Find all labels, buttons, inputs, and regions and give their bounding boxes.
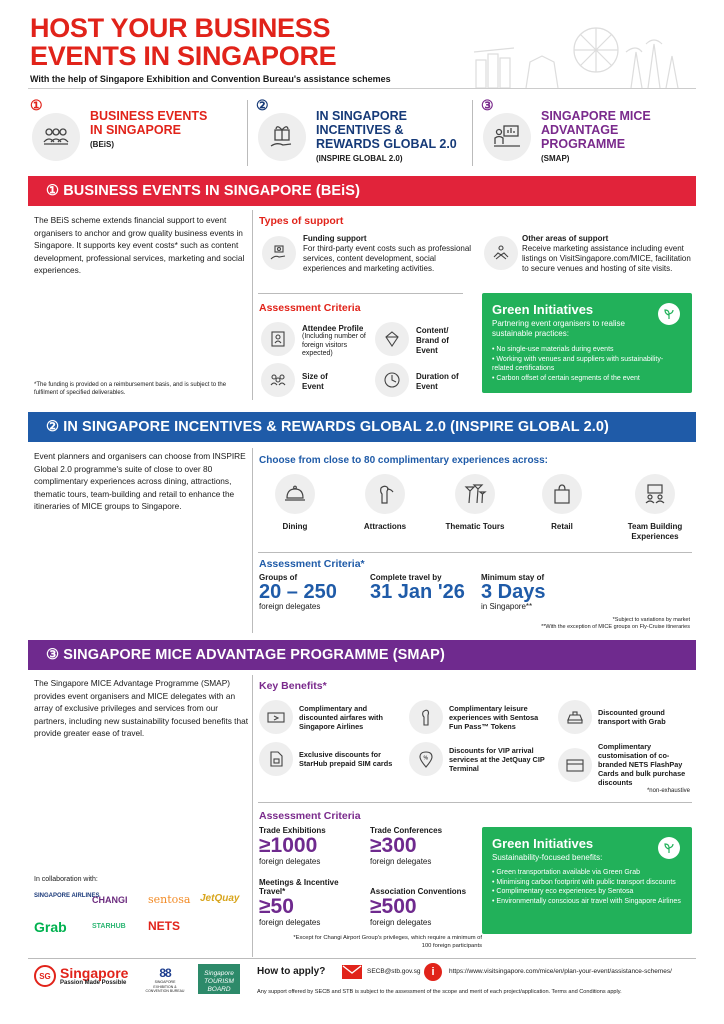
title-l1: SINGAPORE MICE <box>541 109 651 123</box>
benefit-text: Exclusive discounts for StarHub prepaid SIM cards <box>299 750 393 768</box>
programme-title <box>90 109 207 152</box>
ticket-icon <box>259 700 293 734</box>
benefit-grab <box>558 700 694 734</box>
criteria-attendee <box>302 324 374 359</box>
taxi-icon <box>558 700 592 734</box>
criteria-value: ≥50 <box>259 895 294 918</box>
criteria-sub: foreign delegates <box>370 857 432 866</box>
criteria-label: Groups of <box>259 573 298 582</box>
meeting-icon <box>32 113 80 161</box>
criteria-value: ≥300 <box>370 834 417 857</box>
benefit-text: Complimentary and discounted airfares with Singapore Airlines <box>299 703 383 731</box>
note: *Subject to variations by market <box>612 617 690 623</box>
experiences-title: Choose from close to 80 complimentary experiences across: <box>259 455 548 466</box>
programme-beis <box>30 97 240 173</box>
supertree-icon <box>455 474 495 514</box>
experience-label: Attractions <box>363 522 407 531</box>
funding-support <box>303 234 475 274</box>
green-list <box>492 868 682 906</box>
divider <box>252 210 253 400</box>
title-l2: INCENTIVES & <box>316 123 404 137</box>
singapore-skyline-illustration <box>466 22 696 90</box>
criteria-value: ≥500 <box>370 895 417 918</box>
divider <box>247 100 248 166</box>
experience-retail <box>532 474 592 532</box>
smap-green-initiatives <box>482 827 692 934</box>
criteria-sub: foreign delegates <box>370 918 432 927</box>
jetquay-logo: JetQuay <box>200 893 240 904</box>
divider <box>252 675 253 957</box>
criteria-value: 3 Days <box>481 581 546 603</box>
green-item: • Green transportation available via Green Grab <box>492 868 682 878</box>
nets-logo: NETS <box>148 919 181 933</box>
criteria-sub: foreign delegates <box>259 602 321 611</box>
how-to-apply-label: How to apply? <box>257 966 326 977</box>
criteria-meetings-incentive <box>259 878 359 927</box>
benefit-singapore-airlines <box>259 700 399 734</box>
website-link[interactable]: https://www.visitsingapore.com/mice/en/plan-your-event/assistance-schemes/ <box>449 968 672 975</box>
inspire-criteria-title: Assessment Criteria* <box>259 558 365 570</box>
title-line-1: HOST YOUR BUSINESS <box>30 13 331 43</box>
experience-attractions <box>355 474 415 532</box>
brand-icon <box>375 322 409 356</box>
beis-green-initiatives <box>482 293 692 393</box>
page-subtitle: With the help of Singapore Exhibition and Convention Bureau's assistance schemes <box>30 74 391 84</box>
green-item: • Minimising carbon footprint with public transport discounts <box>492 878 682 888</box>
secb-name: SINGAPORE EXHIBITION & CONVENTION BUREAU <box>145 980 185 993</box>
green-title: Green Initiatives <box>492 302 594 317</box>
key-benefits-title: Key Benefits* <box>259 680 327 692</box>
criteria-content-brand: Content/ Brand of Event <box>416 326 449 355</box>
divider <box>472 100 473 166</box>
secb-mark: 88 <box>159 966 171 980</box>
benefit-text: Discounted ground transport with Grab <box>598 708 666 726</box>
smap-intro: The Singapore MICE Advantage Programme (SMAP) provides event organisers and MICE delegates with an array of exclusive privileges and services from our partners, including new sustainability focused benefits that provide greater ease of travel. <box>34 678 249 738</box>
criteria-sub: in Singapore** <box>481 602 533 611</box>
sim-card-icon <box>259 742 293 776</box>
criteria-value: ≥1000 <box>259 834 318 857</box>
programme-title <box>541 109 651 166</box>
criteria-note: (Including number of foreign visitors expected) <box>302 333 366 357</box>
group-size-icon <box>261 363 295 397</box>
criteria-trade-exhibitions <box>259 826 326 866</box>
criteria-label: Association Conventions <box>370 887 467 896</box>
sentosa-logo: sentosa <box>148 893 191 906</box>
section-beis-header: ① BUSINESS EVENTS IN SINGAPORE (BEiS) <box>28 176 696 206</box>
benefit-text: Complimentary leisure experiences with Sentosa Fun Pass™ Tokens <box>449 703 539 731</box>
collab-label: In collaboration with: <box>34 876 98 883</box>
title-l1: BUSINESS EVENTS <box>90 109 208 123</box>
leaf-icon <box>658 837 680 859</box>
other-title: Other areas of support <box>522 234 609 243</box>
green-item: • No single-use materials during events <box>492 345 682 355</box>
benefit-nets <box>558 742 694 787</box>
starhub-logo: STARHUB <box>92 923 126 930</box>
divider <box>258 552 692 553</box>
clock-icon <box>375 363 409 397</box>
smap-criteria-title: Assessment Criteria <box>259 810 361 822</box>
section-inspire-header: ② IN SINGAPORE INCENTIVES & REWARDS GLOBAL 2.0 (INSPIRE GLOBAL 2.0) <box>28 412 696 442</box>
green-list <box>492 345 682 383</box>
svg-text:%: % <box>423 755 428 762</box>
criteria-association-conventions <box>370 887 466 927</box>
merlion-icon <box>365 474 405 514</box>
inspire-notes <box>541 617 690 631</box>
stb-logo: Singapore TOURISM BOARD <box>198 964 240 994</box>
title-l1: IN SINGAPORE <box>316 109 407 123</box>
shopping-bag-icon <box>542 474 582 514</box>
beis-intro: The BEiS scheme extends financial support to event organisers to anchor and grow quality business events in Singapore. It supports key event costs* such as content development, professional services, marketing and social experiences. <box>34 215 245 275</box>
criteria-label: Complete travel by <box>370 573 442 582</box>
experience-team-building <box>620 474 690 542</box>
criteria-value: 20 – 250 <box>259 581 337 603</box>
footer-divider <box>28 958 696 959</box>
secb-logo <box>145 966 185 994</box>
green-intro: Partnering event organisers to realise sustainable practices: <box>492 319 625 338</box>
handshake-icon <box>484 236 518 270</box>
criteria-value: 31 Jan '26 <box>370 581 465 603</box>
programme-number: ③ <box>481 97 494 113</box>
non-exhaustive-note: *non-exhaustive <box>646 788 690 794</box>
page-title <box>30 14 336 70</box>
divider <box>258 293 463 294</box>
criteria-duration: Duration of Event <box>416 372 459 391</box>
experience-label: Dining <box>282 522 308 531</box>
singapore-brand-logo <box>34 965 128 987</box>
title-l2: ADVANTAGE <box>541 123 619 137</box>
title-l3: PROGRAMME <box>541 137 626 151</box>
other-text: Receive marketing assistance including event listings on VisitSingapore.com/MICE, facilitation to secure venues and hosting of site visits. <box>522 244 691 273</box>
experience-dining <box>265 474 325 532</box>
programme-number: ① <box>30 97 43 113</box>
benefit-text: Discounts for VIP arrival services at the JetQuay CIP Terminal <box>449 745 545 773</box>
title-l2: IN SINGAPORE <box>90 123 181 137</box>
section-smap-header: ③ SINGAPORE MICE ADVANTAGE PROGRAMME (SMAP) <box>28 640 696 670</box>
green-title: Green Initiatives <box>492 836 594 851</box>
brand-tagline: Passion Made Possible <box>60 980 127 986</box>
criteria-trade-conferences <box>370 826 442 866</box>
programme-number: ② <box>256 97 269 113</box>
note: **With the exception of MICE groups on Fly-Cruise itineraries <box>541 624 690 630</box>
criteria-label: Attendee Profile <box>302 324 364 333</box>
experience-thematic-tours <box>445 474 505 532</box>
experience-label: Thematic Tours <box>445 522 505 531</box>
id-card-icon <box>261 322 295 356</box>
merlion-icon <box>409 700 443 734</box>
criteria-sub: foreign delegates <box>259 857 321 866</box>
divider <box>252 448 253 633</box>
benefit-jetquay <box>409 742 549 776</box>
criteria-travel <box>370 573 465 602</box>
title-l3: REWARDS GLOBAL 2.0 <box>316 137 457 151</box>
sg-icon: SG <box>34 965 56 987</box>
envelope-icon <box>342 965 362 979</box>
except-note: *Except for Changi Airport Group's privileges, which require a minimum of 100 foreign participants <box>293 935 482 949</box>
funding-text: For third-party event costs such as professional services, content development, social experiences and marketing activities. <box>303 244 472 273</box>
disclaimer: Any support offered by SECB and STB is subject to the assessment of the scope and merit of each project/application. Terms and Conditions apply. <box>257 989 622 995</box>
email-link[interactable]: SECB@stb.gov.sg <box>367 968 421 975</box>
green-item: • Complimentary eco experiences by Sentosa <box>492 887 682 897</box>
other-support <box>522 234 692 274</box>
programme-abbr: (BEiS) <box>90 140 114 149</box>
green-intro: Sustainability-focused benefits: <box>492 853 603 862</box>
beis-criteria-title: Assessment Criteria <box>259 302 361 314</box>
programme-inspire <box>256 97 466 173</box>
criteria-groups <box>259 573 337 611</box>
presentation-icon <box>483 113 531 161</box>
green-item: • Environmentally conscious air travel with Singapore Airlines <box>492 897 682 907</box>
leaf-icon <box>658 303 680 325</box>
programme-abbr: (SMAP) <box>541 154 570 163</box>
info-icon: i <box>424 963 442 981</box>
programme-smap <box>481 97 691 173</box>
experience-label: Team Building Experiences <box>627 522 683 541</box>
brand-name: Singapore <box>60 965 129 981</box>
money-hand-icon <box>262 236 296 270</box>
header-divider <box>28 88 696 89</box>
criteria-label: Minimum stay of <box>481 573 545 582</box>
criteria-label: Trade Exhibitions <box>259 826 326 835</box>
title-line-2: EVENTS IN SINGAPORE <box>30 41 337 71</box>
changi-logo: CHANGI <box>92 895 128 905</box>
types-of-support-title: Types of support <box>259 215 344 227</box>
cloche-icon <box>275 474 315 514</box>
inspire-intro: Event planners and organisers can choose from INSPIRE Global 2.0 programme's suite of close to over 80 complimentary experiences across dining, attractions, thematic tours, team-building and retail to enhance the itineraries of MICE groups to Singapore. <box>34 451 246 511</box>
singapore-airlines-logo: SINGAPORE AIRLINES <box>34 893 100 899</box>
green-item: • Carbon offset of certain segments of the event <box>492 374 682 384</box>
criteria-stay <box>481 573 546 611</box>
criteria-label: Trade Conferences <box>370 826 443 835</box>
divider <box>258 802 692 803</box>
beis-footnote: *The funding is provided on a reimbursement basis, and is subject to the fulfilment of specified deliverables. <box>34 382 227 396</box>
criteria-sub: foreign delegates <box>259 918 321 927</box>
benefit-sentosa <box>409 700 549 734</box>
card-icon <box>558 748 592 782</box>
gift-icon <box>258 113 306 161</box>
experience-label: Retail <box>551 522 573 531</box>
grab-logo: Grab <box>34 919 67 935</box>
criteria-label: Meetings & Incentive Travel* <box>259 878 339 896</box>
benefit-starhub <box>259 742 399 776</box>
benefit-text: Complimentary customisation of co-branded NETS FlashPay Cards and bulk purchase discounts <box>598 742 686 787</box>
funding-title: Funding support <box>303 234 367 243</box>
programme-abbr: (INSPIRE GLOBAL 2.0) <box>316 154 403 163</box>
location-pin-icon <box>409 742 443 776</box>
team-icon <box>635 474 675 514</box>
green-item: • Working with venues and suppliers with sustainability-related certifications <box>492 355 682 374</box>
programme-title <box>316 109 457 166</box>
criteria-size: Size of Event <box>302 372 328 391</box>
